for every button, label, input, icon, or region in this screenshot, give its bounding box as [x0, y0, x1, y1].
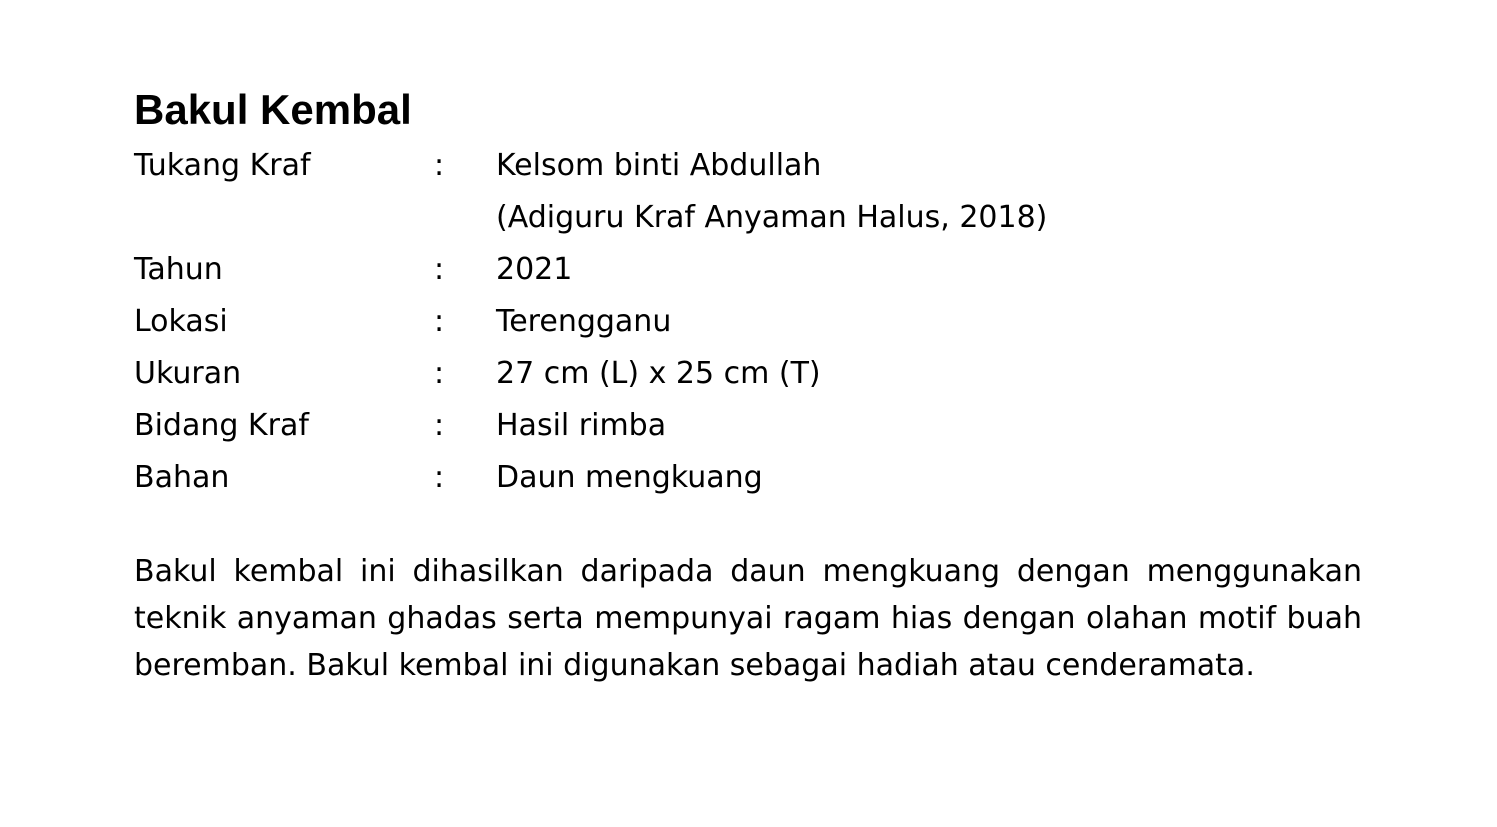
detail-separator: :: [434, 460, 445, 495]
detail-value: 27 cm (L) x 25 cm (T): [496, 356, 821, 391]
detail-row-tukang-kraf: [134, 140, 1234, 192]
detail-row-ukuran: [134, 348, 1234, 400]
description-paragraph: Bakul kembal ini dihasilkan daripada daun mengkuang dengan menggunakan teknik anyaman ghadas serta mempunyai ragam hias dengan olahan motif buah beremban. Bakul kembal ini digunakan sebagai hadiah atau cenderamata.: [134, 554, 1362, 683]
details-list: [134, 140, 1234, 504]
detail-value: 2021: [496, 252, 573, 287]
detail-row-bidang-kraf: [134, 400, 1234, 452]
detail-separator: :: [434, 304, 445, 339]
detail-value: (Adiguru Kraf Anyaman Halus, 2018): [496, 200, 1048, 235]
detail-separator: :: [434, 148, 445, 183]
detail-row-tukang-kraf-title: [134, 192, 1234, 244]
page-title: Bakul Kembal: [134, 86, 412, 133]
detail-label: Ukuran: [134, 356, 242, 391]
detail-label: Bidang Kraf: [134, 408, 309, 443]
detail-label: Tahun: [134, 252, 223, 287]
detail-row-tahun: [134, 244, 1234, 296]
detail-separator: :: [434, 356, 445, 391]
detail-value: Hasil rimba: [496, 408, 667, 443]
detail-value: Terengganu: [496, 304, 672, 339]
detail-label: Lokasi: [134, 304, 228, 339]
detail-label: Tukang Kraf: [134, 148, 311, 183]
detail-value: Daun mengkuang: [496, 460, 763, 495]
detail-value: Kelsom binti Abdullah: [496, 148, 822, 183]
detail-label: Bahan: [134, 460, 230, 495]
detail-row-bahan: [134, 452, 1234, 504]
detail-separator: :: [434, 408, 445, 443]
detail-row-lokasi: [134, 296, 1234, 348]
detail-separator: :: [434, 252, 445, 287]
